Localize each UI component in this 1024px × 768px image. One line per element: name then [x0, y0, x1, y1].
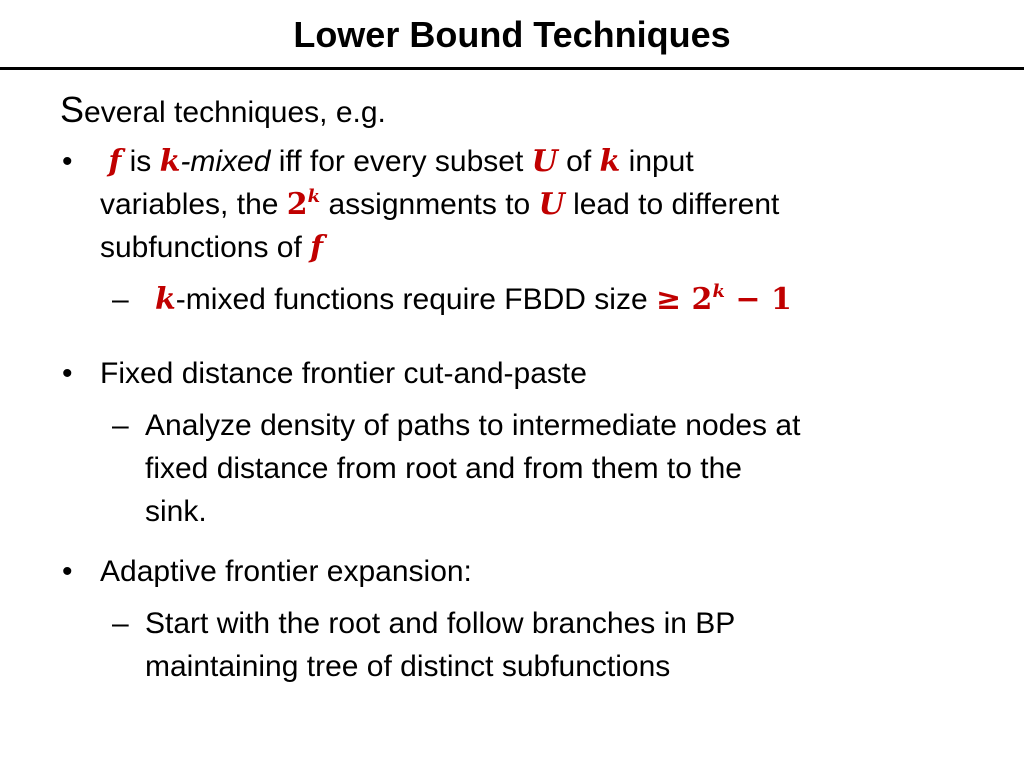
sub-3-1-line-1: Start with the root and follow branches in BP: [145, 607, 736, 640]
sub-3-1-line-2: maintaining tree of distinct subfunctions: [145, 650, 671, 683]
math-k-exp-2: k: [712, 281, 725, 302]
sub-2-1-line-1: Analyze density of paths to intermediate nodes at: [145, 409, 801, 442]
slide-title: Lower Bound Techniques: [293, 14, 731, 55]
bullet-3-text: Adaptive frontier expansion:: [100, 555, 472, 588]
sub-3-1-marker: –: [112, 607, 129, 640]
math-k-2: k: [599, 144, 621, 179]
bullet-1-line-1: [100, 142, 694, 182]
text-variables: variables, the: [100, 188, 287, 221]
bullet-1-line-2: [100, 185, 779, 225]
text-kmixed: -mixed functions require FBDD size: [175, 283, 656, 316]
math-geq-two: ≥ 2: [655, 282, 713, 317]
text-mixed: -mixed: [180, 145, 271, 178]
text-input: input: [620, 145, 694, 178]
math-f-2: f: [310, 230, 324, 265]
math-f: f: [108, 144, 122, 179]
math-U: U: [531, 144, 558, 179]
bullet-3-marker: •: [62, 555, 73, 588]
text-subfunctions: subfunctions of: [100, 231, 311, 264]
bullet-1-line-3: [100, 228, 323, 268]
math-two: 2: [286, 187, 308, 222]
math-k-exp: k: [307, 186, 321, 207]
text-iff: iff for every subset: [270, 145, 532, 178]
sub-2-1-line-2: fixed distance from root and from them to the: [145, 452, 742, 485]
math-k: k: [159, 144, 181, 179]
bullet-2-text: Fixed distance frontier cut-and-paste: [100, 357, 587, 390]
text-lead: lead to different: [564, 188, 780, 221]
math-k-sub: k: [155, 282, 176, 317]
intro-line: [60, 90, 386, 133]
intro-text: everal techniques, e.g.: [84, 96, 386, 129]
sub-1-1-line: [155, 280, 792, 320]
math-U-2: U: [538, 187, 565, 222]
sub-1-1-marker: –: [112, 283, 129, 316]
bullet-2-marker: •: [62, 357, 73, 390]
sub-2-1-line-3: sink.: [145, 495, 207, 528]
text-assignments: assignments to: [320, 188, 539, 221]
math-minus-one: − 1: [724, 282, 792, 317]
text-of: of: [557, 145, 600, 178]
sub-2-1-marker: –: [112, 409, 129, 442]
intro-first-letter: S: [60, 89, 85, 130]
text-is: is: [121, 145, 160, 178]
bullet-1-marker: •: [62, 145, 73, 178]
